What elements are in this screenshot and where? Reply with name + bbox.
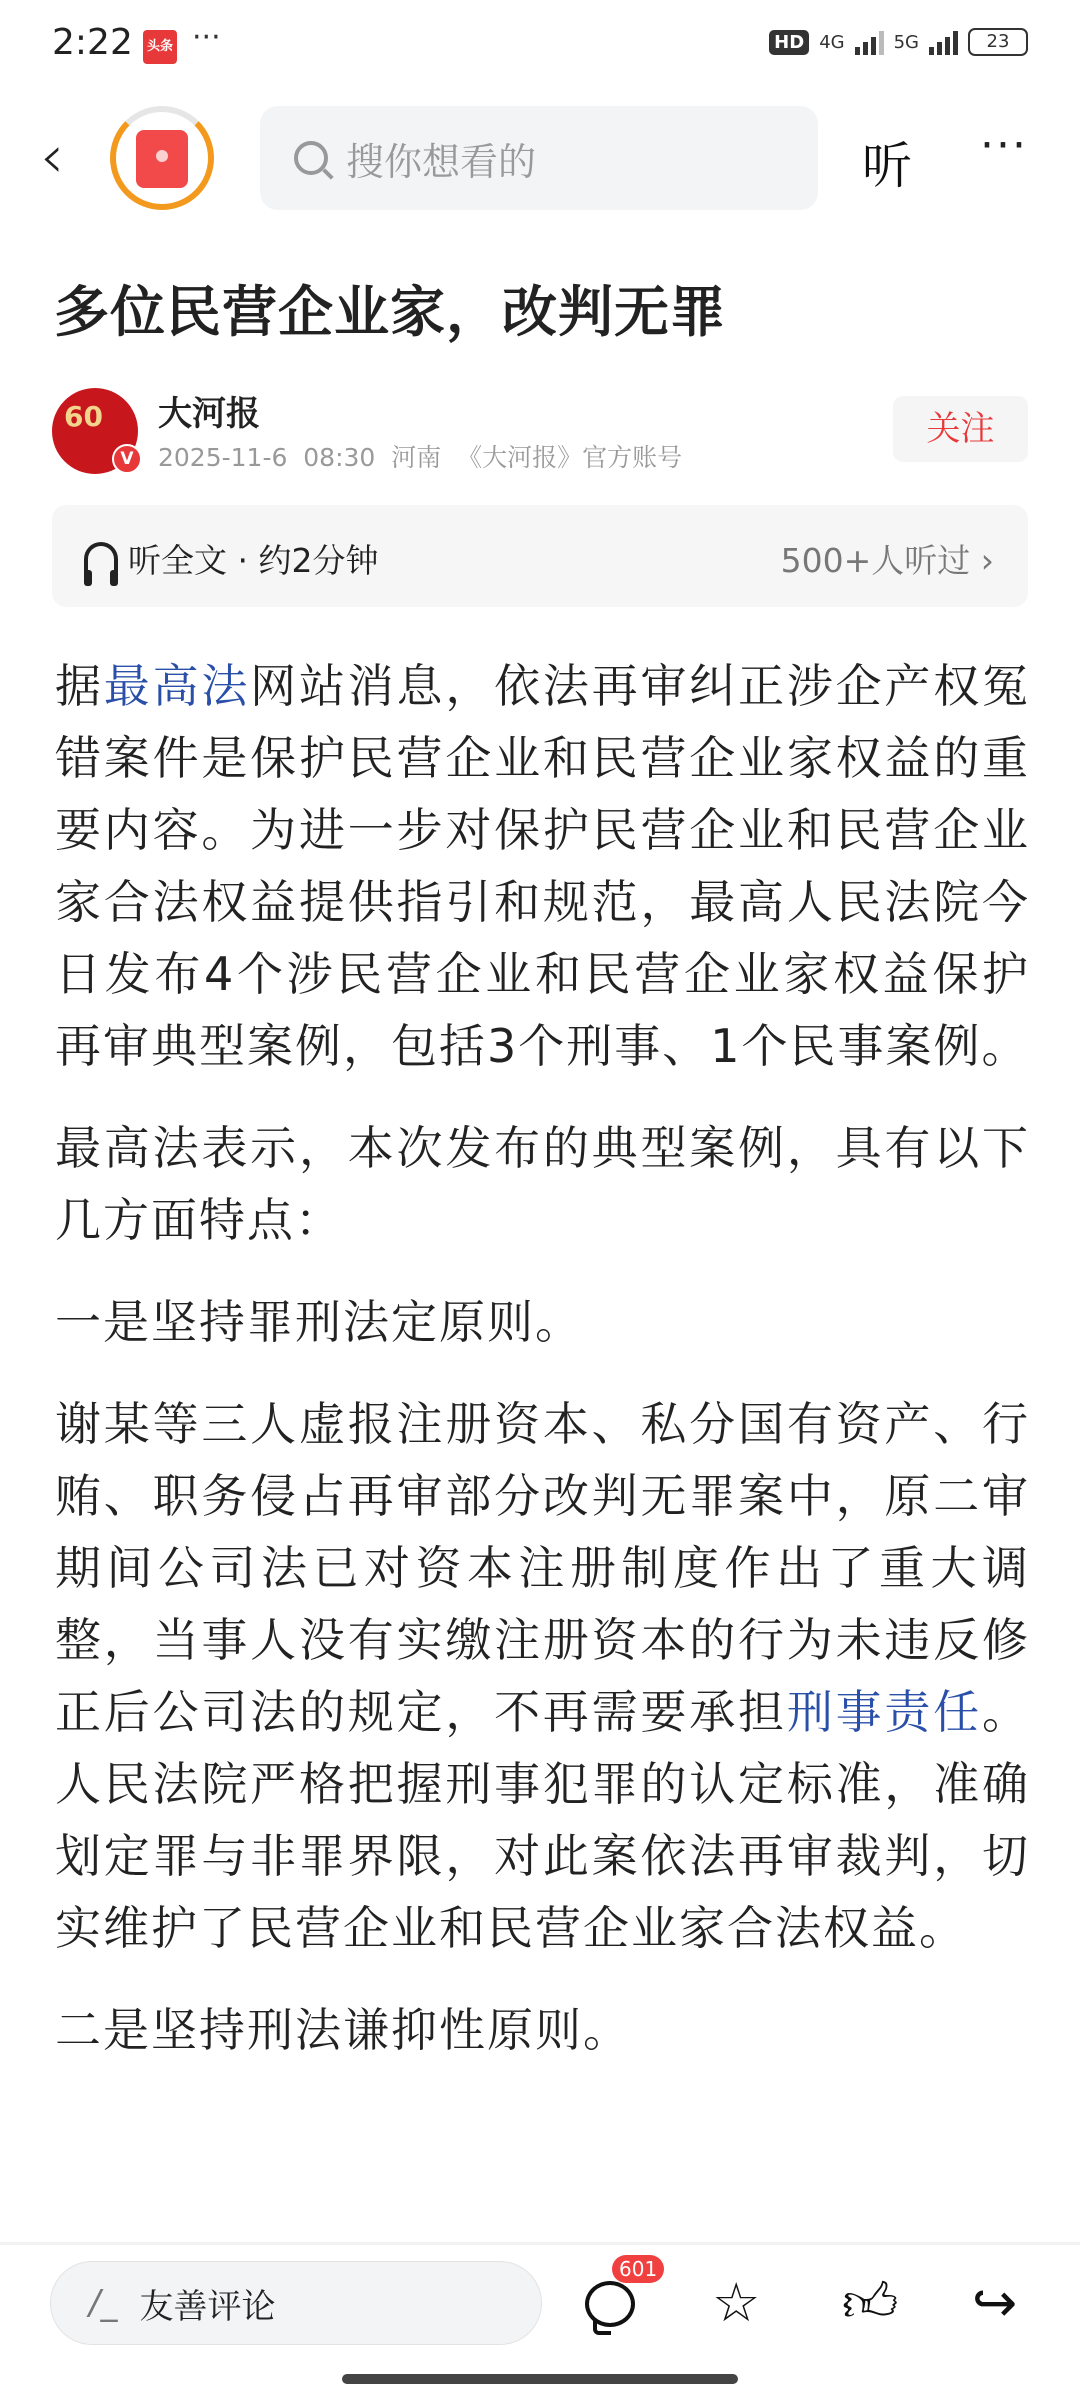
chevron-left-icon[interactable]: ‹ bbox=[40, 122, 64, 192]
battery-icon: 23 bbox=[968, 28, 1028, 56]
comment-count-badge: 601 bbox=[612, 2255, 664, 2283]
link-supreme-court[interactable]: 最高法 bbox=[103, 659, 251, 713]
hd-icon: HD bbox=[769, 30, 809, 55]
pen-icon: /_ bbox=[89, 2283, 118, 2323]
listen-label: 听全文 · 约2分钟 bbox=[128, 541, 379, 580]
comment-icon[interactable] bbox=[585, 2281, 635, 2327]
follow-button[interactable]: 关注 bbox=[893, 396, 1028, 462]
red-packet-icon[interactable] bbox=[110, 106, 214, 210]
author-name[interactable]: 大河报 bbox=[158, 394, 260, 434]
text: 网站消息，依法再审纠正涉企产权冤错案件是保护民营企业和民营企业家权益的重要内容。为进一步对保护民营企业和民营企业家合法权益提供指引和规范，最高人民法院今日发布4个涉民营企业和民营企业家权益保护再审典型案例，包括3个刑事、1个民事案例。 bbox=[55, 659, 1031, 1073]
headphones-icon bbox=[84, 542, 118, 576]
notification-more-icon: ··· bbox=[192, 20, 221, 55]
author-row bbox=[52, 386, 1028, 476]
text: 据 bbox=[55, 659, 104, 713]
status-time: 2:22 bbox=[52, 22, 133, 63]
text: 。人民法院严格把握刑事犯罪的认定标准，准确划定罪与非罪界限，对此案依法再审裁判，切实维护了民营企业和民营企业家合法权益。 bbox=[55, 1685, 1031, 1955]
comment-placeholder: 友善评论 bbox=[139, 2286, 276, 2327]
search-icon bbox=[294, 141, 328, 175]
share-icon[interactable]: ↪ bbox=[972, 2271, 1018, 2334]
article-title: 多位民营企业家，改判无罪 bbox=[54, 280, 727, 344]
avatar-logo-text: 60 bbox=[64, 400, 103, 433]
paragraph: 一是坚持罪刑法定原则。 bbox=[55, 1295, 583, 1349]
thumbs-up-icon[interactable]: 👍︎ bbox=[842, 2271, 899, 2334]
signal-icon bbox=[929, 29, 958, 55]
more-icon[interactable]: ··· bbox=[980, 120, 1028, 171]
article-meta: 2025-11-6 08:30 河南 《大河报》官方账号 bbox=[158, 443, 683, 472]
signal-icon bbox=[855, 29, 884, 55]
top-nav bbox=[0, 100, 1080, 215]
listen-button[interactable]: 听 bbox=[862, 137, 912, 195]
link-criminal-liability[interactable]: 刑事责任 bbox=[786, 1685, 983, 1739]
article-body bbox=[55, 650, 1030, 2096]
star-icon[interactable]: ☆ bbox=[712, 2271, 761, 2334]
paragraph bbox=[55, 650, 1030, 1082]
comment-input[interactable] bbox=[50, 2261, 542, 2345]
paragraph: 最高法表示，本次发布的典型案例，具有以下几方面特点： bbox=[55, 1121, 1030, 1247]
listen-full-text-bar[interactable] bbox=[52, 505, 1028, 607]
network-4g-label: 4G bbox=[819, 31, 845, 53]
status-bar bbox=[0, 0, 1080, 90]
paragraph bbox=[55, 1388, 1030, 1964]
home-indicator[interactable] bbox=[342, 2374, 738, 2384]
paragraph: 二是坚持刑法谦抑性原则。 bbox=[55, 2003, 631, 2057]
network-5g-label: 5G bbox=[893, 31, 919, 53]
listen-count: 500+人听过 › bbox=[780, 541, 994, 580]
verified-badge-icon: V bbox=[112, 444, 142, 474]
search-input[interactable] bbox=[260, 106, 818, 210]
search-placeholder: 搜你想看的 bbox=[346, 139, 537, 184]
text: 谢某等三人虚报注册资本、私分国有资产、行贿、职务侵占再审部分改判无罪案中，原二审期间公司法已对资本注册制度作出了重大调整，当事人没有实缴注册资本的行为未违反修正后公司法的规定，不再需要承担 bbox=[55, 1397, 1030, 1739]
toutiao-app-icon: 头条 bbox=[143, 30, 177, 64]
